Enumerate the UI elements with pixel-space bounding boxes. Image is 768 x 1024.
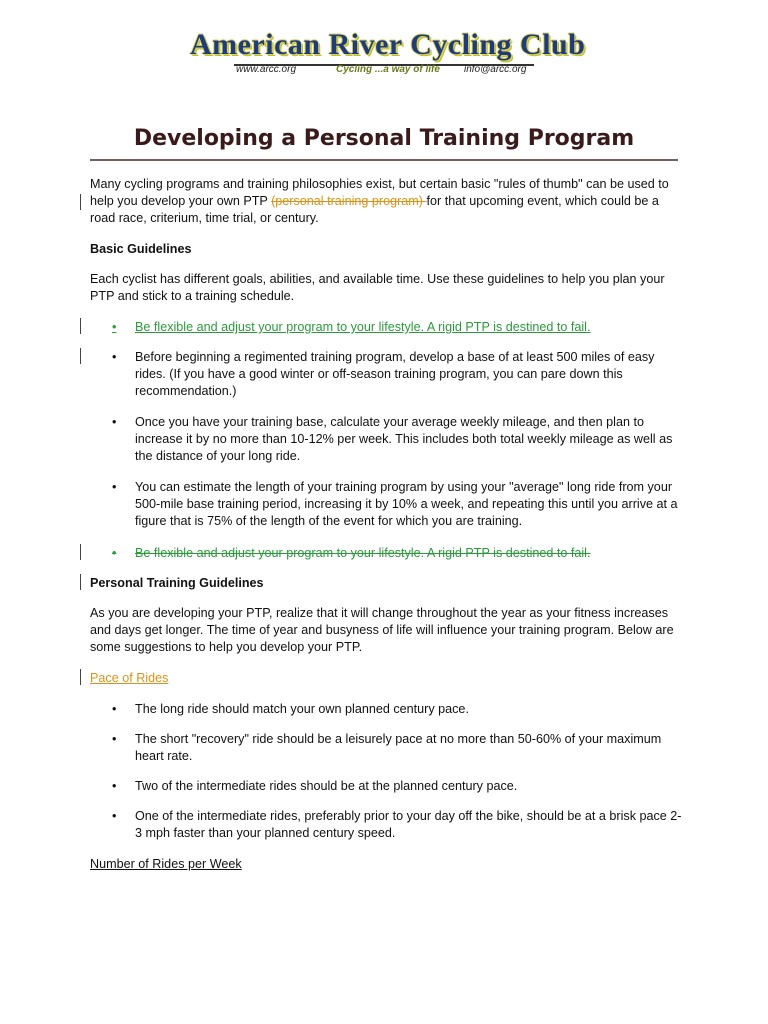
list-bullet: • xyxy=(112,702,117,716)
intro-text-after: for that upcoming event, which could be a road race, criterium, time trial, or century. xyxy=(90,194,659,226)
change-bar xyxy=(80,348,81,364)
intro-deleted-text: (personal training program) xyxy=(271,194,427,209)
change-bar xyxy=(80,318,81,334)
change-bar xyxy=(80,194,81,210)
list-item: The short "recovery" ride should be a leisurely pace at no more than 50-60% of your maximum heart rate. xyxy=(135,732,662,764)
document-title: Developing a Personal Training Program xyxy=(133,126,635,151)
club-logo-header xyxy=(190,28,586,84)
list-item-inserted: Be flexible and adjust your program to your lifestyle. A rigid PTP is destined to fail. xyxy=(135,320,591,334)
list-item: Two of the intermediate rides should be at the planned century pace. xyxy=(135,779,518,793)
pace-heading-text: Pace of Rides xyxy=(90,671,169,685)
list-bullet: • xyxy=(112,415,117,429)
change-bar xyxy=(80,544,81,560)
list-item: Once you have your training base, calculate your average weekly mileage, and then plan to increase it by no more than 10-12% per week. This includes both total weekly mileage as well as the distance of your long ride. xyxy=(135,415,673,464)
basic-guidelines-intro: Each cyclist has different goals, abilities, and available time. Use these guidelines to help you plan your PTP and stick to a training schedule. xyxy=(90,272,665,304)
list-bullet: • xyxy=(112,732,117,746)
list-item: The long ride should match your own planned century pace. xyxy=(135,702,469,716)
list-bullet: • xyxy=(112,779,117,793)
website-text: www.arcc.org xyxy=(236,64,297,75)
pace-heading xyxy=(90,670,682,687)
personal-guidelines-intro: As you are developing your PTP, realize that it will change throughout the year as your fitness increases and days get longer. The time of year and busyness of life will influence your training program. Below are some suggestions to help you develop your PTP. xyxy=(90,606,674,655)
intro-text-before: Many cycling programs and training philosophies exist, but certain basic "rules of thumb" can be used to help you develop your own PTP xyxy=(90,177,669,209)
list-bullet: • xyxy=(112,350,117,364)
list-bullet: • xyxy=(112,546,117,560)
change-bar xyxy=(80,574,81,590)
basic-guidelines-heading: Basic Guidelines xyxy=(90,242,192,256)
change-bar xyxy=(80,669,81,685)
list-item: Before beginning a regimented training program, develop a base of at least 500 miles of easy rides. (If you have a good winter or off-season training program, you can pare down this recommendation.) xyxy=(135,350,655,399)
list-bullet: • xyxy=(112,809,117,823)
list-bullet: • xyxy=(112,480,117,494)
list-bullet: • xyxy=(112,320,117,334)
list-item: One of the intermediate rides, preferably prior to your day off the bike, should be at a brisk pace 2-3 mph faster than your planned century speed. xyxy=(135,809,682,841)
club-logo: American River Cycling Club xyxy=(190,28,586,61)
list-item-deleted: Be flexible and adjust your program to your lifestyle. A rigid PTP is destined to fail. xyxy=(135,546,591,560)
list-item: You can estimate the length of your training program by using your "average" long ride from your 500-mile base training period, increasing it by 10% a week, and repeating this until you arrive at a figure that is 75% of the length of the event for which you are training. xyxy=(135,480,678,529)
email-text: info@arcc.org xyxy=(464,64,527,75)
title-divider xyxy=(90,159,678,161)
rides-per-week-heading: Number of Rides per Week xyxy=(90,857,242,871)
tagline-text: Cycling ...a way of life xyxy=(336,64,440,75)
intro-paragraph xyxy=(90,176,682,228)
personal-guidelines-heading: Personal Training Guidelines xyxy=(90,576,264,590)
